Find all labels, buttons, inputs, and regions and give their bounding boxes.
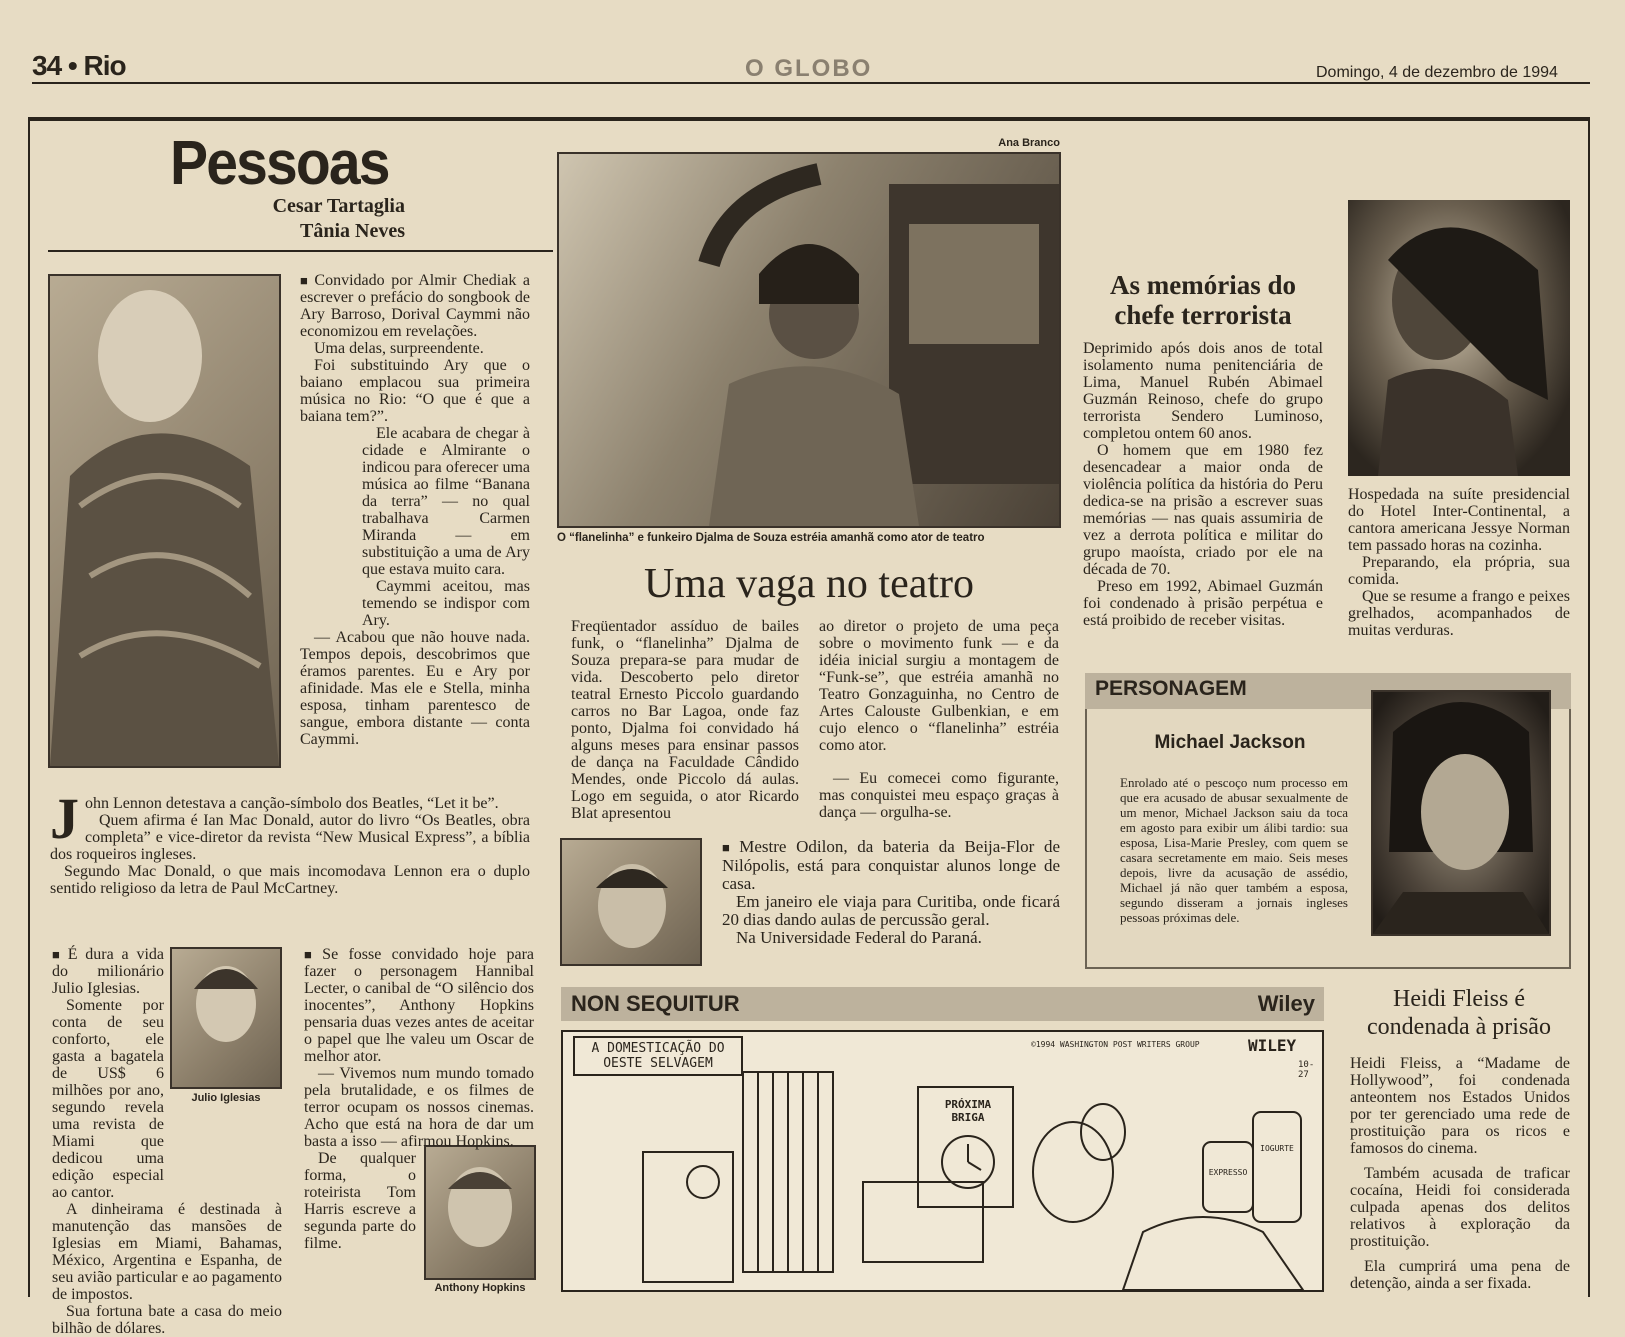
lennon-p2: Quem afirma é Ian Mac Donald, autor do livro “Os Beatles, obra completa” e vice-diretor da revista “New Musical Express”, a bíblia dos roqueiros ingleses. [50,812,530,863]
flanelinha-scene [559,154,1059,526]
iglesias-p3: A dinheirama é destinada à manutenção das mansões de Iglesias em Miami, Bahamas, México, Argentina e Espanha, de seu avião particular e ao pagamento de impostos. [52,1201,282,1303]
hopkins-p3: De qualquer forma, o roteirista Tom Harris escreve a segunda parte do filme. [304,1150,416,1252]
terrorista-p2: O homem que em 1980 fez desencadear a maior onda de violência política da história do Peru dedica-se na prisão a escrever suas memórias — nas quais assumiria de vez a derrota política e militar do grupo maoísta, criado por ele na década de 70. [1083,442,1323,578]
teatro-col2 [819,618,1059,821]
header-rule [32,82,1590,84]
hopkins-p1: ■ Se fosse convidado hoje para fazer o personagem Hannibal Lecter, o canibal de “O silêncio dos inocentes”, Anthony Hopkins pensaria duas vezes antes de aceitar o papel que lhe valeu um Oscar de melhor ator. [304,946,535,1065]
comic-signature: WILEY [1248,1036,1297,1055]
odilon-p3: Na Universidade Federal do Paraná. [736,928,982,947]
lennon-p3: Segundo Mac Donald, o que mais incomodava Lennon era o duplo sentido religioso da letra de Paul McCartney. [50,863,530,897]
personagem-label: PERSONAGEM [1085,673,1571,709]
flanelinha-photo [557,152,1061,528]
caymmi-p5: Caymmi aceitou, mas temendo se indispor com Ary. [362,578,530,629]
caymmi-p4: Ele acabara de chegar à cidade e Almirante o indicou para oferecer uma música ao filme “Banana da terra” — no qual trabalhava Carmen Miranda — em substituição a uma de Ary que estava muito cara. [362,425,530,578]
comic-title: NON SEQUITUR [561,987,1324,1021]
norman-photo [1348,200,1570,476]
photo-credit: Ana Branco [998,137,1060,149]
iglesias-article [52,946,282,1337]
bullet-square-icon: ■ [722,840,736,855]
norman-figure [1348,200,1570,476]
comic-jar-2: IOGURTE [1260,1144,1294,1153]
column-title: Pessoas [170,129,389,198]
author-2: Tânia Neves [300,220,405,242]
dropcap: J [50,786,79,851]
jackson-face [1373,692,1549,934]
caymmi-p6: — Acabou que não houve nada. Tempos depois, descobrimos que éramos parentes. Eu e Ary por afinidade. Mas ele e Stella, minha esposa, tinham parentesco de sangue, embora distante — conta Caymmi. [300,629,530,748]
caymmi-figure [50,276,279,766]
hopkins-article [304,946,534,1252]
author-1: Cesar Tartaglia [272,195,405,217]
issue-date: Domingo, 4 de dezembro de 1994 [1316,64,1558,81]
terrorista-headline: As memórias do chefe terrorista [1110,270,1296,330]
fleiss-p3: Ela cumprirá uma pena de detenção, ainda a ser fixada. [1350,1258,1570,1292]
iglesias-p2: Somente por conta de seu conforto, ele gasta a bagatela de US$ 6 milhões por ano, segundo revela uma revista de Miami que dedicou uma edição especial ao cantor. [52,997,164,1201]
terrorista-p1: Deprimido após dois anos de total isolamento numa penitenciária de Lima, Manuel Rubén Abimael Guzmán Reinoso, chefe do grupo terrorista Sendero Luminoso, completou ontem 60 anos. [1083,340,1323,442]
iglesias-caption: Julio Iglesias [191,1092,261,1104]
teatro-col1-p1: Freqüentador assíduo de bailes funk, o “flanelinha” Djalma de Souza prepara-se para mudar de vida. Descoberto pelo diretor teatral Ernesto Piccolo guardando carros no Bar Lagoa, onde faz ponto, Djalma foi convidado há alguns meses para ensinar passos de dança na Faculdade Cândido Mendes, onde Piccolo dá aulas. Logo em seguida, o ator Ricardo Blat apresentou [571,618,799,822]
caymmi-p3: Foi substituindo Ary que o baiano emplacou sua primeira música no Rio: “O que é que a baiana tem?”. [300,357,530,425]
teatro-col2-p1: ao diretor o projeto de uma peça sobre o movimento funk — e da idéia inicial surgiu a montagem de “Funk-se”, que estréia amanhã no Teatro Gonzaguinha, no Centro de Artes Calouste Gulbenkian, e em cujo elenco o “flanelinha” estréia como ator. [819,618,1059,754]
comic-sign: PRÓXIMA BRIGA [944,1098,992,1124]
norman-p3: Que se resume a frango e peixes grelhados, acompanhados de muitas verduras. [1348,588,1570,639]
terrorista-article [1083,340,1323,629]
caymmi-photo [48,274,281,768]
norman-p1: Hospedada na suíte presidencial do Hotel Inter-Continental, a cantora americana Jessye Norman tem passado horas na cozinha. [1348,486,1570,554]
norman-article [1348,486,1570,639]
teatro-col1 [571,618,799,822]
fleiss-p1: Heidi Fleiss, a “Madame de Hollywood”, foi condenada anteontem nos Estados Unidos por ter gerenciado uma rede de prostituição para os ricos e famosos do cinema. [1350,1055,1570,1157]
iglesias-p4: Sua fortuna bate a casa do meio bilhão de dólares. [52,1303,282,1337]
newspaper-name: O GLOBO [745,55,873,82]
caymmi-article [300,272,530,748]
odilon-p1: ■ Mestre Odilon, da bateria da Beija-Flor de Nilópolis, está para conquistar alunos longe de casa. [722,837,1061,893]
lennon-p1: ohn Lennon detestava a canção-símbolo dos Beatles, “Let it be”. [85,795,499,812]
bullet-square-icon: ■ [304,947,319,962]
caymmi-p1: ■ Convidado por Almir Chediak a escrever o prefácio do songbook de Ary Barroso, Dorival Caymmi não economizou em revelações. [300,272,530,340]
norman-p2: Preparando, ela própria, sua comida. [1348,554,1570,588]
personagem-text: Enrolado até o pescoço num processo em que era acusado de abusar sexualmente de um menor, Michael Jackson saiu da toca em agosto para exibir um álibi tardio: sua esposa, Lisa-Marie Presley, com quem se casara secretamente em maio. Seis meses depois, livre da acusação de assédio, Michael já não quer também a esposa, segundo disseram a jornais ingleses pessoas próximas dele. [1120,775,1348,925]
caymmi-p2: Uma delas, surpreendente. [314,340,484,357]
bullet-square-icon: ■ [52,947,64,962]
comic-jar-1: EXPRESSO [1208,1168,1248,1177]
personagem-name: Michael Jackson [1154,732,1306,753]
lennon-article [50,786,530,897]
comic-date-mark: 10-27 [1298,1060,1315,1080]
odilon-photo [560,838,702,966]
jackson-photo [1371,690,1551,936]
comic-panel [561,1030,1324,1292]
fleiss-headline: Heidi Fleiss é condenada à prisão [1367,986,1551,1040]
iglesias-p1: ■ É dura a vida do milionário Julio Iglesias. [52,946,164,997]
odilon-article [722,838,1060,947]
title-rule [48,250,553,252]
comic-caption-box: A DOMESTICAÇÃO DO OESTE SELVAGEM [573,1036,743,1076]
odilon-p2: Em janeiro ele viaja para Curitiba, onde ficará 20 dias dando aulas de percussão geral. [722,892,1060,929]
terrorista-p3: Preso em 1992, Abimael Guzmán foi condenado à prisão perpétua e está proibido de receber visitas. [1083,578,1323,629]
page-section: 34 • Rio [32,50,126,81]
photo-caption: O “flanelinha” e funkeiro Djalma de Souza estréia amanhã como ator de teatro [557,532,985,544]
comic-credit: ©1994 WASHINGTON POST WRITERS GROUP [1031,1040,1200,1049]
odilon-face [562,840,700,964]
teatro-col2-p2: — Eu comecei como figurante, mas conquistei meu espaço graças à dança — orgulha-se. [819,770,1059,821]
hopkins-caption: Anthony Hopkins [434,1282,526,1294]
fleiss-article [1350,1055,1570,1292]
teatro-headline: Uma vaga no teatro [643,561,975,607]
fleiss-p2: Também acusada de traficar cocaína, Heidi foi considerada culpada apenas dos delitos relativos à exploração da prostituição. [1350,1165,1570,1250]
hopkins-p2: — Vivemos num mundo tomado pela brutalidade, e os filmes de terror ocupam os nossos cinemas. Acho que está na hora de dar um basta a isso — afirmou Hopkins. [304,1065,534,1150]
top-frame-rule [28,117,1590,121]
bullet-square-icon: ■ [300,273,311,288]
comic-artist: Wiley [1257,991,1315,1016]
